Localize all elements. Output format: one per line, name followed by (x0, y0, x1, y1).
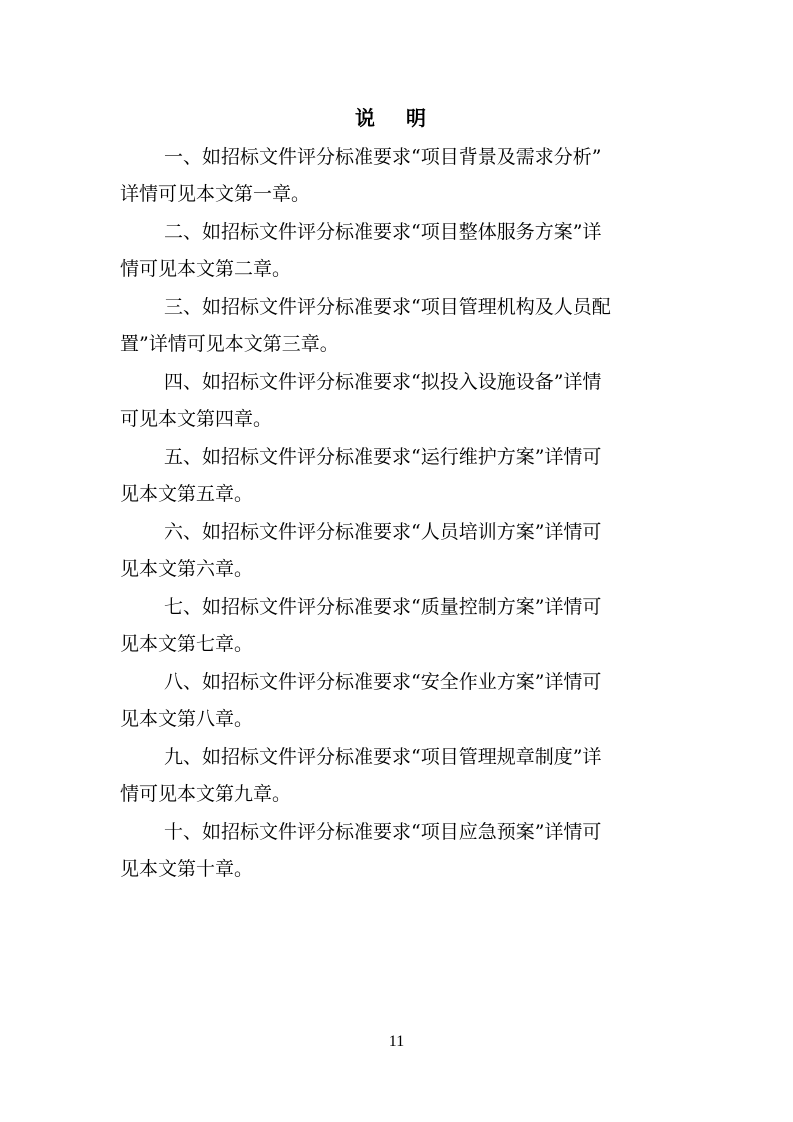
instruction-list (120, 140, 676, 890)
instruction-item-2-line-2: 情可见本文第二章。 (120, 258, 292, 280)
instruction-item-3-line-2: 置”详情可见本文第三章。 (120, 333, 339, 355)
page-number: 11 (388, 1033, 405, 1050)
instruction-item-9-line-2: 情可见本文第九章。 (120, 783, 292, 805)
instruction-item-6-line-2: 见本文第六章。 (120, 558, 254, 580)
instruction-item-7-line-1: 七、如招标文件评分标准要求“质量控制方案”详情可 (164, 596, 602, 618)
instruction-item-4-line-2: 可见本文第四章。 (120, 408, 273, 430)
instruction-item-8 (120, 665, 676, 740)
instruction-item-10 (120, 815, 676, 890)
instruction-item-1 (120, 140, 676, 215)
instruction-item-3 (120, 290, 676, 365)
instruction-item-7-line-2: 见本文第七章。 (120, 633, 254, 655)
instruction-item-2-line-1: 二、如招标文件评分标准要求“项目整体服务方案”详 (164, 221, 602, 243)
instruction-item-4-line-1: 四、如招标文件评分标准要求“拟投入设施设备”详情 (164, 371, 602, 393)
instruction-item-2 (120, 215, 676, 290)
instruction-item-10-line-2: 见本文第十章。 (120, 858, 254, 880)
instruction-item-3-line-1: 三、如招标文件评分标准要求“项目管理机构及人员配 (164, 296, 611, 318)
instruction-item-6-line-1: 六、如招标文件评分标准要求“人员培训方案”详情可 (164, 521, 602, 543)
instruction-item-9-line-1: 九、如招标文件评分标准要求“项目管理规章制度”详 (164, 746, 602, 768)
instruction-item-4 (120, 365, 676, 440)
instruction-item-10-line-1: 十、如招标文件评分标准要求“项目应急预案”详情可 (164, 821, 602, 843)
instruction-item-5-line-1: 五、如招标文件评分标准要求“运行维护方案”详情可 (164, 446, 602, 468)
instruction-item-1-line-2: 详情可见本文第一章。 (120, 183, 311, 205)
instruction-item-8-line-2: 见本文第八章。 (120, 708, 254, 730)
page-title: 说 明 (355, 106, 438, 130)
instruction-item-1-line-1: 一、如招标文件评分标准要求“项目背景及需求分析” (164, 146, 602, 168)
instruction-item-6 (120, 515, 676, 590)
instruction-item-8-line-1: 八、如招标文件评分标准要求“安全作业方案”详情可 (164, 671, 602, 693)
instruction-item-5 (120, 440, 676, 515)
instruction-item-7 (120, 590, 676, 665)
instruction-item-9 (120, 740, 676, 815)
instruction-item-5-line-2: 见本文第五章。 (120, 483, 254, 505)
